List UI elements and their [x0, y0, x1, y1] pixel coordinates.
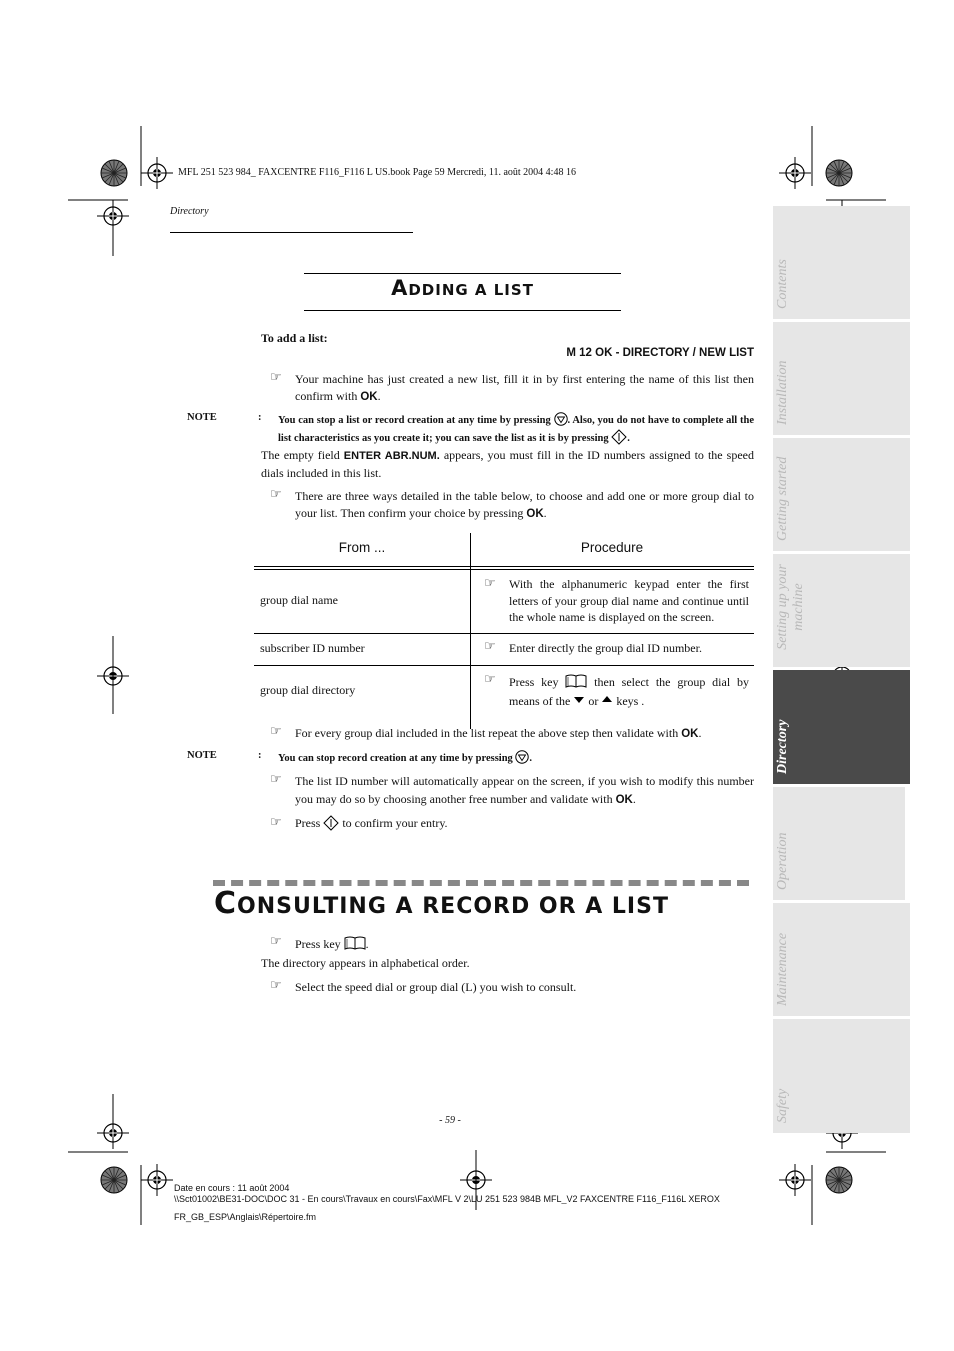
consult-step-1	[295, 935, 369, 953]
tab-maintenance[interactable]	[773, 903, 910, 1016]
hand-pointer-icon: ☞	[484, 672, 496, 687]
ok-key: OK	[526, 508, 544, 520]
hand-pointer-icon: ☞	[270, 815, 282, 830]
hand-pointer-icon: ☞	[270, 772, 282, 787]
col-header-from: From ...	[338, 540, 386, 555]
table-row-2-from: subscriber ID number	[260, 641, 365, 655]
note-label: NOTE	[187, 750, 217, 761]
period: .	[377, 389, 381, 403]
tab-label: Maintenance	[775, 932, 790, 1006]
header-rule-1	[254, 566, 754, 567]
start-key-icon	[323, 815, 339, 831]
col-header-procedure: Procedure	[580, 540, 644, 555]
tab-contents[interactable]	[773, 206, 910, 319]
row-rule-2-top	[254, 633, 754, 634]
step-1	[295, 371, 754, 406]
note-label: NOTE	[187, 412, 217, 423]
footer-file: FR_GB_ESP\Anglais\Répertoire.fm	[174, 1212, 317, 1222]
methods-table	[254, 533, 754, 663]
tab-label-line-1: Setting up your	[775, 564, 790, 650]
stop-key-icon	[554, 412, 568, 426]
step-5-text-b: to confirm your entry.	[339, 816, 448, 830]
tab-directory[interactable]	[773, 670, 910, 784]
row-3-text-c: keys .	[613, 694, 645, 708]
empty-text-b: appears, you must fill in the ID numbers assigned to the speed dials included in this list.	[261, 448, 754, 480]
table-row-2-procedure: Enter directly the group dial ID number.	[509, 641, 702, 655]
consult-step-1-text: Press key	[295, 937, 344, 951]
step-4-text: The list ID number will automatically appear on the screen, if you wish to modify this number you may do so by choosing another free number and validate with	[295, 774, 754, 806]
row-rule-2	[254, 665, 754, 666]
period: .	[698, 726, 702, 740]
tab-label: Contents	[775, 259, 790, 309]
directory-book-icon	[344, 935, 366, 951]
tab-label: Operation	[775, 832, 790, 890]
table-row-1-from: group dial name	[260, 593, 338, 607]
table-row-1-procedure: With the alphanumeric keypad enter the first letters of your group dial name and continue until the whole name is displayed on the screen.	[509, 577, 749, 624]
note-1-text-b: . Also, you do not have to complete all the list characteristics as you create it; you can save the list as it is by pressing	[278, 415, 754, 444]
col-divider-lower	[470, 663, 471, 729]
tab-getting-started[interactable]	[773, 438, 910, 551]
table-row-3-from: group dial directory	[260, 683, 356, 697]
footer-date: Date en cours : 11 août 2004	[174, 1183, 290, 1193]
title-initial: A	[391, 276, 409, 300]
print-info: MFL 251 523 984_ FAXCENTRE F116_F116 L US.book Page 59 Mercredi, 11. août 2004 4:48 16	[178, 167, 576, 178]
step-2	[295, 488, 754, 523]
section-title-adding	[304, 276, 621, 300]
empty-text-a: The empty field	[261, 448, 344, 462]
running-header: Directory	[170, 206, 209, 217]
arrow-up-icon	[601, 694, 613, 704]
step-3	[295, 725, 754, 743]
title-rule-bottom	[304, 310, 621, 311]
title-initial: C	[214, 886, 238, 921]
period: .	[365, 937, 369, 951]
row-3-or: or	[585, 694, 602, 708]
header-rule	[170, 232, 413, 233]
note-colon: :	[258, 412, 262, 423]
empty-field-paragraph	[261, 447, 754, 482]
note-2-text: You can stop record creation at any time by pressing	[278, 753, 516, 764]
tab-label-line-2: machine	[791, 583, 806, 631]
step-5	[295, 815, 448, 832]
consult-step-2: Select the speed dial or group dial (L) you wish to consult.	[295, 980, 577, 994]
directory-book-icon	[565, 673, 587, 689]
ok-key: OK	[681, 728, 699, 740]
hand-pointer-icon: ☞	[270, 487, 282, 502]
step-1-text: Your machine has just created a new list, fill it in by first entering the name of this list then confirm with	[295, 372, 754, 403]
hand-pointer-icon: ☞	[270, 934, 282, 949]
consult-line: The directory appears in alphabetical order.	[261, 956, 470, 970]
section-title-consulting	[214, 886, 669, 921]
step-5-text-a: Press	[295, 816, 324, 830]
tab-label: Directory	[775, 719, 790, 774]
note-1-text-c: .	[627, 433, 630, 444]
hand-pointer-icon: ☞	[270, 724, 282, 739]
stop-key-icon	[515, 750, 529, 764]
ok-key: OK	[360, 391, 378, 403]
period: .	[529, 753, 533, 764]
hand-pointer-icon: ☞	[270, 370, 282, 385]
hand-pointer-icon: ☞	[484, 639, 496, 654]
period: .	[632, 792, 636, 806]
enter-abr-num-field: ENTER ABR.NUM.	[343, 450, 440, 462]
step-4	[295, 772, 754, 809]
intro-label: To add a list:	[261, 331, 328, 345]
step-3-text: For every group dial included in the list repeat the above step then validate with	[295, 726, 682, 740]
note-1	[278, 412, 754, 447]
tab-label: Safety	[775, 1088, 790, 1123]
tab-label	[775, 557, 807, 657]
table-row-3-procedure	[509, 673, 749, 711]
title-rule-top	[304, 273, 621, 274]
tab-label: Getting started	[775, 456, 790, 541]
ok-key: OK	[615, 794, 633, 806]
tab-label: Installation	[775, 360, 790, 425]
tab-safety[interactable]	[773, 1019, 910, 1133]
tab-operation[interactable]	[773, 787, 905, 900]
header-rule-2	[254, 569, 754, 570]
col-divider-mid	[470, 633, 471, 665]
period: .	[543, 506, 547, 520]
row-3-text-a: Press key	[509, 675, 566, 689]
menu-path: M 12 OK - DIRECTORY / NEW LIST	[566, 347, 754, 359]
arrow-down-icon	[573, 695, 585, 705]
title-rest: DDING A LIST	[408, 281, 534, 299]
note-1-text-a: You can stop a list or record creation at any time by pressing	[278, 415, 554, 426]
row-3-text-b: then select the group dial by means of the	[509, 675, 749, 708]
hand-pointer-icon: ☞	[484, 576, 496, 591]
note-2	[278, 750, 532, 767]
note-colon: :	[258, 750, 262, 761]
hand-pointer-icon: ☞	[270, 978, 282, 993]
tab-setting-up[interactable]	[773, 554, 910, 667]
step-2-text: There are three ways detailed in the table below, to choose and add one or more group dial to your list. Then confirm your choice by pressing	[295, 489, 754, 520]
start-key-icon	[611, 429, 627, 445]
footer-path: \\Sct01002\BE31-DOC\DOC 31 - En cours\Travaux en cours\Fax\MFL V 2\LU 251 523 984B MFL_V2 FAXCENTRE F116_F116L XEROX	[174, 1194, 720, 1204]
title-rest: ONSULTING A RECORD OR A LIST	[237, 894, 669, 919]
page-number: - 59 -	[439, 1115, 461, 1126]
tab-installation[interactable]	[773, 322, 910, 435]
